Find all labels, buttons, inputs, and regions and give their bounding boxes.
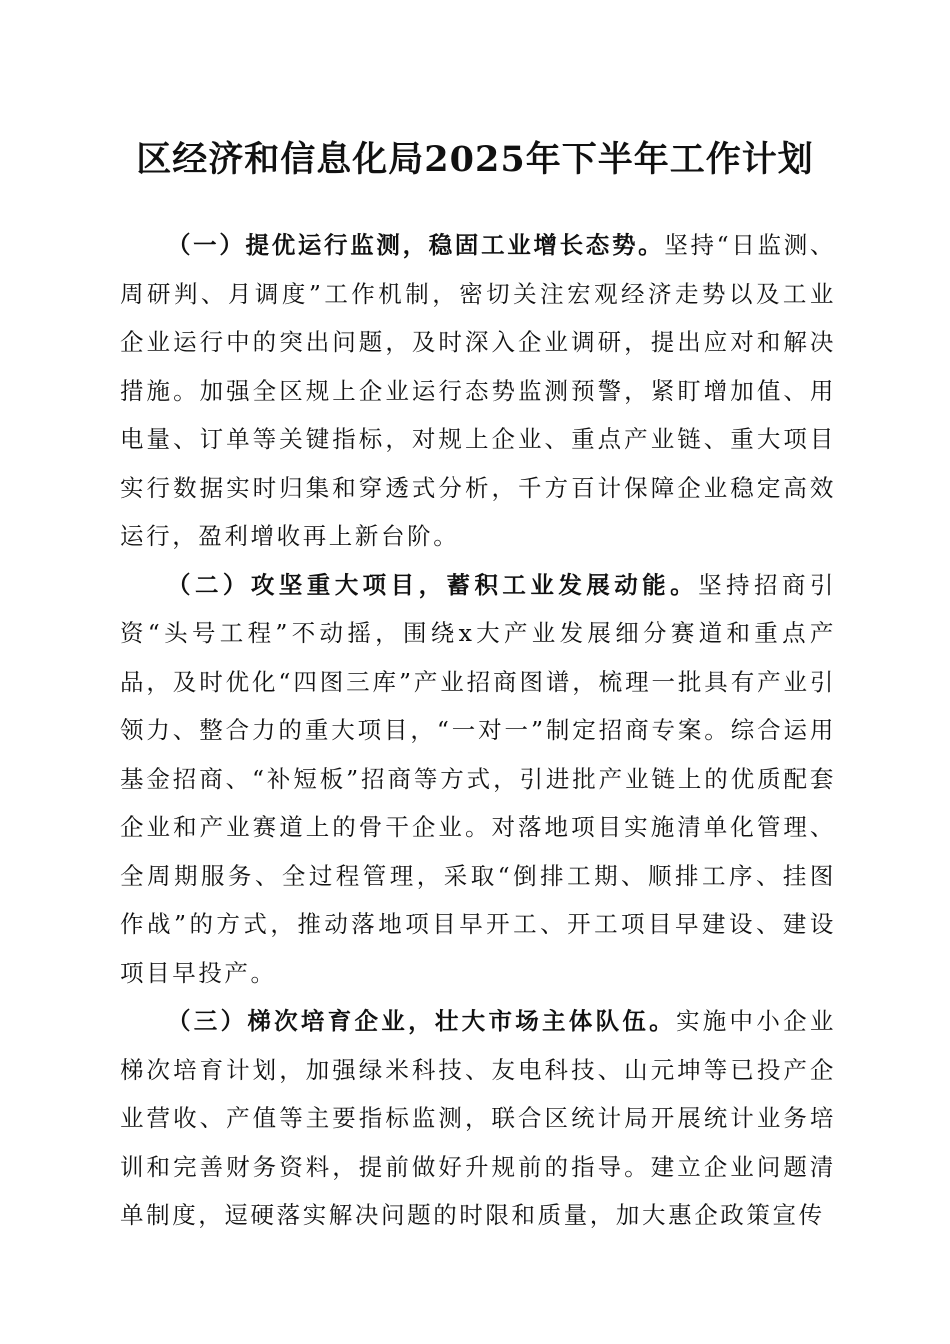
paragraph-1-text: 坚持“日监测、周研判、月调度”工作机制，密切关注宏观经济走势以及工业企业运行中的突出问题，及时深入企业调研，提出应对和解决措施。加强全区规上企业运行态势监测预警，紧盯增加值、用电量、订单等关键指标，对规上企业、重点产业链、重大项目实行数据实时归集和穿透式分析，千方百计保障企业稳定高效运行，盈利增收再上新台阶。 [120,231,836,550]
paragraph-3 [120,997,836,1240]
paragraph-3-heading: （三）梯次培育企业，壮大市场主体队伍。 [167,1007,676,1035]
paragraph-3-text: 实施中小企业梯次培育计划，加强绿米科技、友电科技、山元坤等已投产企业营收、产值等主要指标监测，联合区统计局开展统计业务培训和完善财务资料，提前做好升规前的指导。建立企业问题清单制度，逗硬落实解决问题的时限和质量，加大惠企政策宣传 [120,1007,836,1229]
paragraph-2-heading: （二）攻坚重大项目，蓄积工业发展动能。 [167,570,699,599]
paragraph-2-text: 坚持招商引资“头号工程”不动摇，围绕x大产业发展细分赛道和重点产品，及时优化“四图三库”产业招商图谱，梳理一批具有产业引领力、整合力的重大项目，“一对一”制定招商专案。综合运用基金招商、“补短板”招商等方式，引进批产业链上的优质配套企业和产业赛道上的骨干企业。对落地项目实施清单化管理、全周期服务、全过程管理，采取“倒排工期、顺排工序、挂图作战”的方式，推动落地项目早开工、开工项目早建设、建设项目早投产。 [120,570,837,987]
document-title: 区经济和信息化局2025年下半年工作计划 [136,139,814,180]
paragraph-1 [120,221,836,561]
paragraph-1-heading: （一）提优运行监测，稳固工业增长态势。 [167,231,665,259]
paragraph-2 [120,561,836,998]
document-body [120,221,836,1240]
